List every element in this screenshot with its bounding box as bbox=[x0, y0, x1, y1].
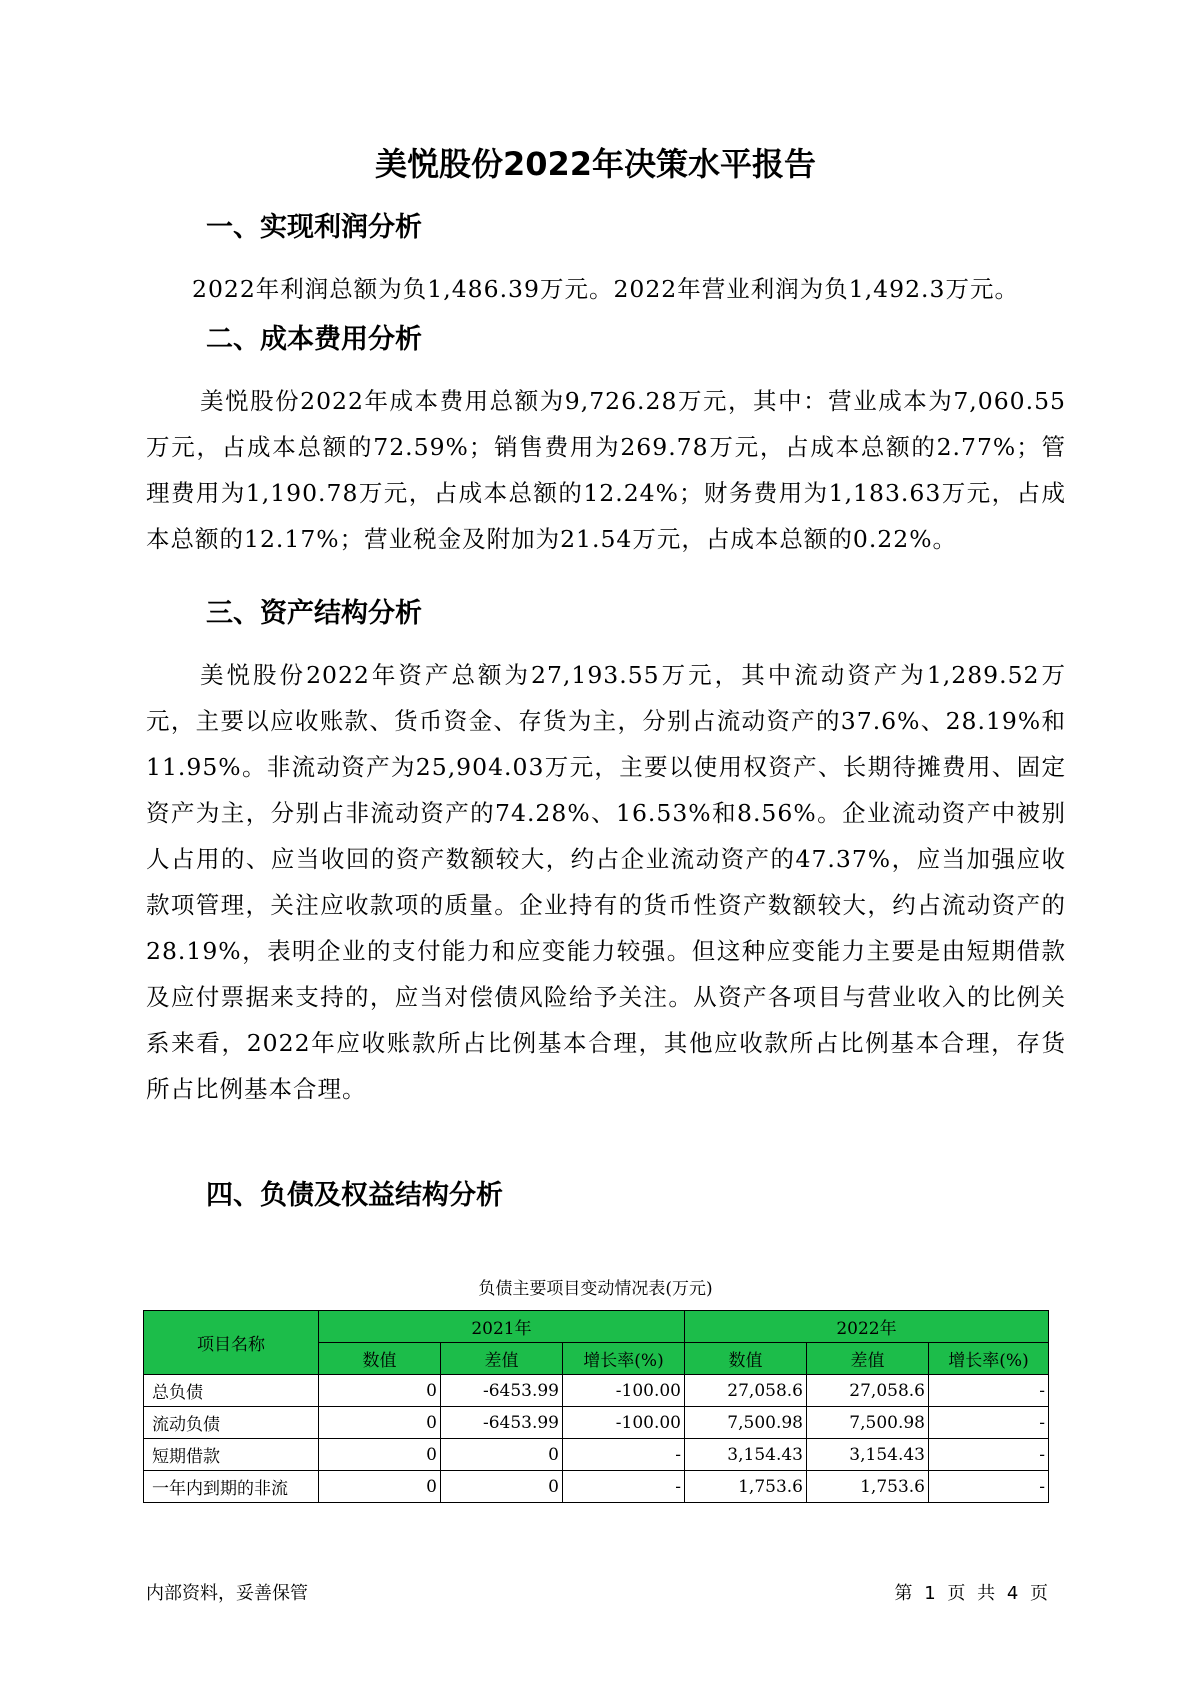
table-cell: - bbox=[563, 1471, 685, 1503]
table-cell: -100.00 bbox=[563, 1375, 685, 1407]
table-cell: - bbox=[929, 1439, 1049, 1471]
subheader-diff: 差值 bbox=[441, 1343, 563, 1375]
table-cell: 27,058.6 bbox=[685, 1375, 807, 1407]
liabilities-table bbox=[143, 1310, 1049, 1503]
table-cell: -6453.99 bbox=[441, 1375, 563, 1407]
section-heading-profit: 一、实现利润分析 bbox=[206, 212, 422, 243]
section-heading-assets: 三、资产结构分析 bbox=[206, 598, 422, 629]
subheader-growth: 增长率(%) bbox=[563, 1343, 685, 1375]
row-name: 总负债 bbox=[144, 1375, 319, 1407]
table-cell: 7,500.98 bbox=[685, 1407, 807, 1439]
header-year-2022: 2022年 bbox=[685, 1311, 1049, 1343]
footer-confidential-note: 内部资料，妥善保管 bbox=[146, 1583, 308, 1604]
section-heading-cost: 二、成本费用分析 bbox=[206, 324, 422, 355]
table-cell: 0 bbox=[319, 1471, 441, 1503]
table-cell: -100.00 bbox=[563, 1407, 685, 1439]
footer-page-number: 第 1 页 共 4 页 bbox=[894, 1583, 1048, 1604]
table-caption: 负债主要项目变动情况表(万元) bbox=[478, 1279, 713, 1299]
table-cell: 1,753.6 bbox=[685, 1471, 807, 1503]
subheader-value: 数值 bbox=[319, 1343, 441, 1375]
table-cell: - bbox=[563, 1439, 685, 1471]
table-cell: - bbox=[929, 1407, 1049, 1439]
table-cell: - bbox=[929, 1375, 1049, 1407]
table-cell: 3,154.43 bbox=[685, 1439, 807, 1471]
table-cell: 1,753.6 bbox=[807, 1471, 929, 1503]
table-cell: 3,154.43 bbox=[807, 1439, 929, 1471]
table-cell: - bbox=[929, 1471, 1049, 1503]
header-year-2021: 2021年 bbox=[319, 1311, 685, 1343]
table-row bbox=[144, 1407, 1049, 1439]
table-cell: 0 bbox=[441, 1471, 563, 1503]
subheader-growth: 增长率(%) bbox=[929, 1343, 1049, 1375]
table-row bbox=[144, 1439, 1049, 1471]
subheader-value: 数值 bbox=[685, 1343, 807, 1375]
row-name: 流动负债 bbox=[144, 1407, 319, 1439]
row-name: 一年内到期的非流 bbox=[144, 1471, 319, 1503]
section-body-cost: 美悦股份2022年成本费用总额为9,726.28万元，其中：营业成本为7,060.55万元，占成本总额的72.59%；销售费用为269.78万元，占成本总额的2.77%；管理费用为1,190.78万元，占成本总额的12.24%；财务费用为1,183.63万元，占成本总额的12.17%；营业税金及附加为21.54万元，占成本总额的0.22%。 bbox=[146, 387, 1066, 553]
table-cell: 7,500.98 bbox=[807, 1407, 929, 1439]
table-cell: 0 bbox=[441, 1439, 563, 1471]
row-name: 短期借款 bbox=[144, 1439, 319, 1471]
table-row bbox=[144, 1471, 1049, 1503]
table-cell: 0 bbox=[319, 1407, 441, 1439]
table-row bbox=[144, 1375, 1049, 1407]
subheader-diff: 差值 bbox=[807, 1343, 929, 1375]
document-title: 美悦股份2022年决策水平报告 bbox=[374, 145, 817, 183]
table-cell: 27,058.6 bbox=[807, 1375, 929, 1407]
table-cell: 0 bbox=[319, 1375, 441, 1407]
section-body-assets: 美悦股份2022年资产总额为27,193.55万元，其中流动资产为1,289.52万元，主要以应收账款、货币资金、存货为主，分别占流动资产的37.6%、28.19%和11.95%。非流动资产为25,904.03万元，主要以使用权资产、长期待摊费用、固定资产为主，分别占非流动资产的74.28%、16.53%和8.56%。企业流动资产中被别人占用的、应当收回的资产数额较大，约占企业流动资产的47.37%，应当加强应收款项管理，关注应收款项的质量。企业持有的货币性资产数额较大，约占流动资产的28.19%，表明企业的支付能力和应变能力较强。但这种应变能力主要是由短期借款及应付票据来支持的，应当对偿债风险给予关注。从资产各项目与营业收入的比例关系来看，2022年应收账款所占比例基本合理，其他应收款所占比例基本合理，存货所占比例基本合理。 bbox=[146, 661, 1066, 1103]
section-heading-liabilities: 四、负债及权益结构分析 bbox=[206, 1180, 503, 1211]
table-cell: 0 bbox=[319, 1439, 441, 1471]
section-body-profit: 2022年利润总额为负1,486.39万元。2022年营业利润为负1,492.3万元。 bbox=[192, 275, 1019, 303]
header-item-name: 项目名称 bbox=[144, 1311, 319, 1375]
table-cell: -6453.99 bbox=[441, 1407, 563, 1439]
